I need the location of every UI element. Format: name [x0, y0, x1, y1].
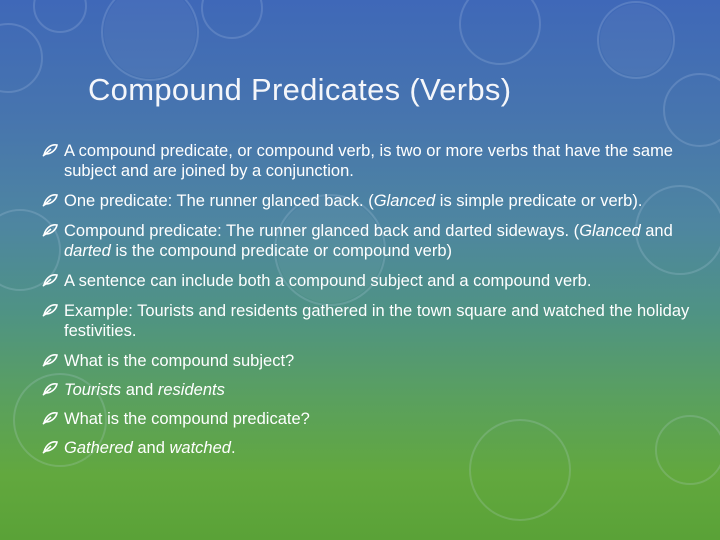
bubble-fill [104, 0, 196, 78]
italic-run: residents [157, 381, 225, 399]
bubble [598, 2, 674, 78]
text-run: What is the compound subject? [64, 352, 295, 370]
italic-run: Tourists [64, 381, 122, 399]
bullet-item [42, 301, 698, 341]
bullet-text [64, 438, 698, 458]
bubble [0, 24, 42, 92]
bullet-text [64, 271, 698, 291]
leaf-bullet-icon [42, 411, 64, 425]
text-run: is simple predicate or verb). [435, 192, 643, 210]
text-run: and [121, 381, 158, 399]
text-run: is the compound predicate or compound verb) [110, 242, 452, 260]
bullet-item [42, 351, 698, 371]
text-run: One predicate: The runner glanced back. ( [64, 192, 374, 210]
bullet-item [42, 380, 698, 400]
bullet-list [42, 141, 698, 467]
italic-run: Glanced [373, 192, 436, 210]
bullet-text [64, 409, 698, 429]
leaf-bullet-icon [42, 223, 64, 237]
bubble [460, 0, 540, 64]
text-run: Example: Tourists and residents gathered in the town square and watched the holiday festivities. [64, 302, 690, 340]
slide-title: Compound Predicates (Verbs) [88, 72, 512, 107]
leaf-bullet-icon [42, 440, 64, 454]
text-run: What is the compound predicate? [64, 410, 310, 428]
bullet-text [64, 191, 698, 211]
leaf-bullet-icon [42, 303, 64, 317]
bullet-text [64, 221, 698, 261]
italic-run: Glanced [579, 222, 641, 240]
text-run: A compound predicate, or compound verb, is two or more verbs that have the same subject and are joined by a conjunction. [64, 142, 673, 180]
bubble-fill [600, 4, 672, 76]
bullet-text [64, 380, 698, 400]
bullet-item [42, 438, 698, 458]
bubble [202, 0, 262, 38]
bubble [34, 0, 86, 32]
bullet-item [42, 221, 698, 261]
bullet-item [42, 409, 698, 429]
leaf-bullet-icon [42, 143, 64, 157]
bullet-text [64, 141, 698, 181]
text-run: . [230, 439, 236, 457]
bubble [664, 74, 720, 146]
bullet-item [42, 191, 698, 211]
leaf-bullet-icon [42, 353, 64, 367]
leaf-bullet-icon [42, 193, 64, 207]
leaf-bullet-icon [42, 382, 64, 396]
italic-run: Gathered [64, 439, 133, 457]
bullet-text [64, 301, 698, 341]
italic-run: darted [64, 242, 111, 260]
italic-run: watched [169, 439, 231, 457]
bullet-item [42, 141, 698, 181]
bullet-item [42, 271, 698, 291]
bullet-text [64, 351, 698, 371]
text-run: Compound predicate: The runner glanced back and darted sideways. ( [64, 222, 580, 240]
text-run: and [640, 222, 673, 240]
text-run: A sentence can include both a compound subject and a compound verb. [64, 272, 592, 290]
bubble [102, 0, 198, 80]
leaf-bullet-icon [42, 273, 64, 287]
text-run: and [132, 439, 170, 457]
